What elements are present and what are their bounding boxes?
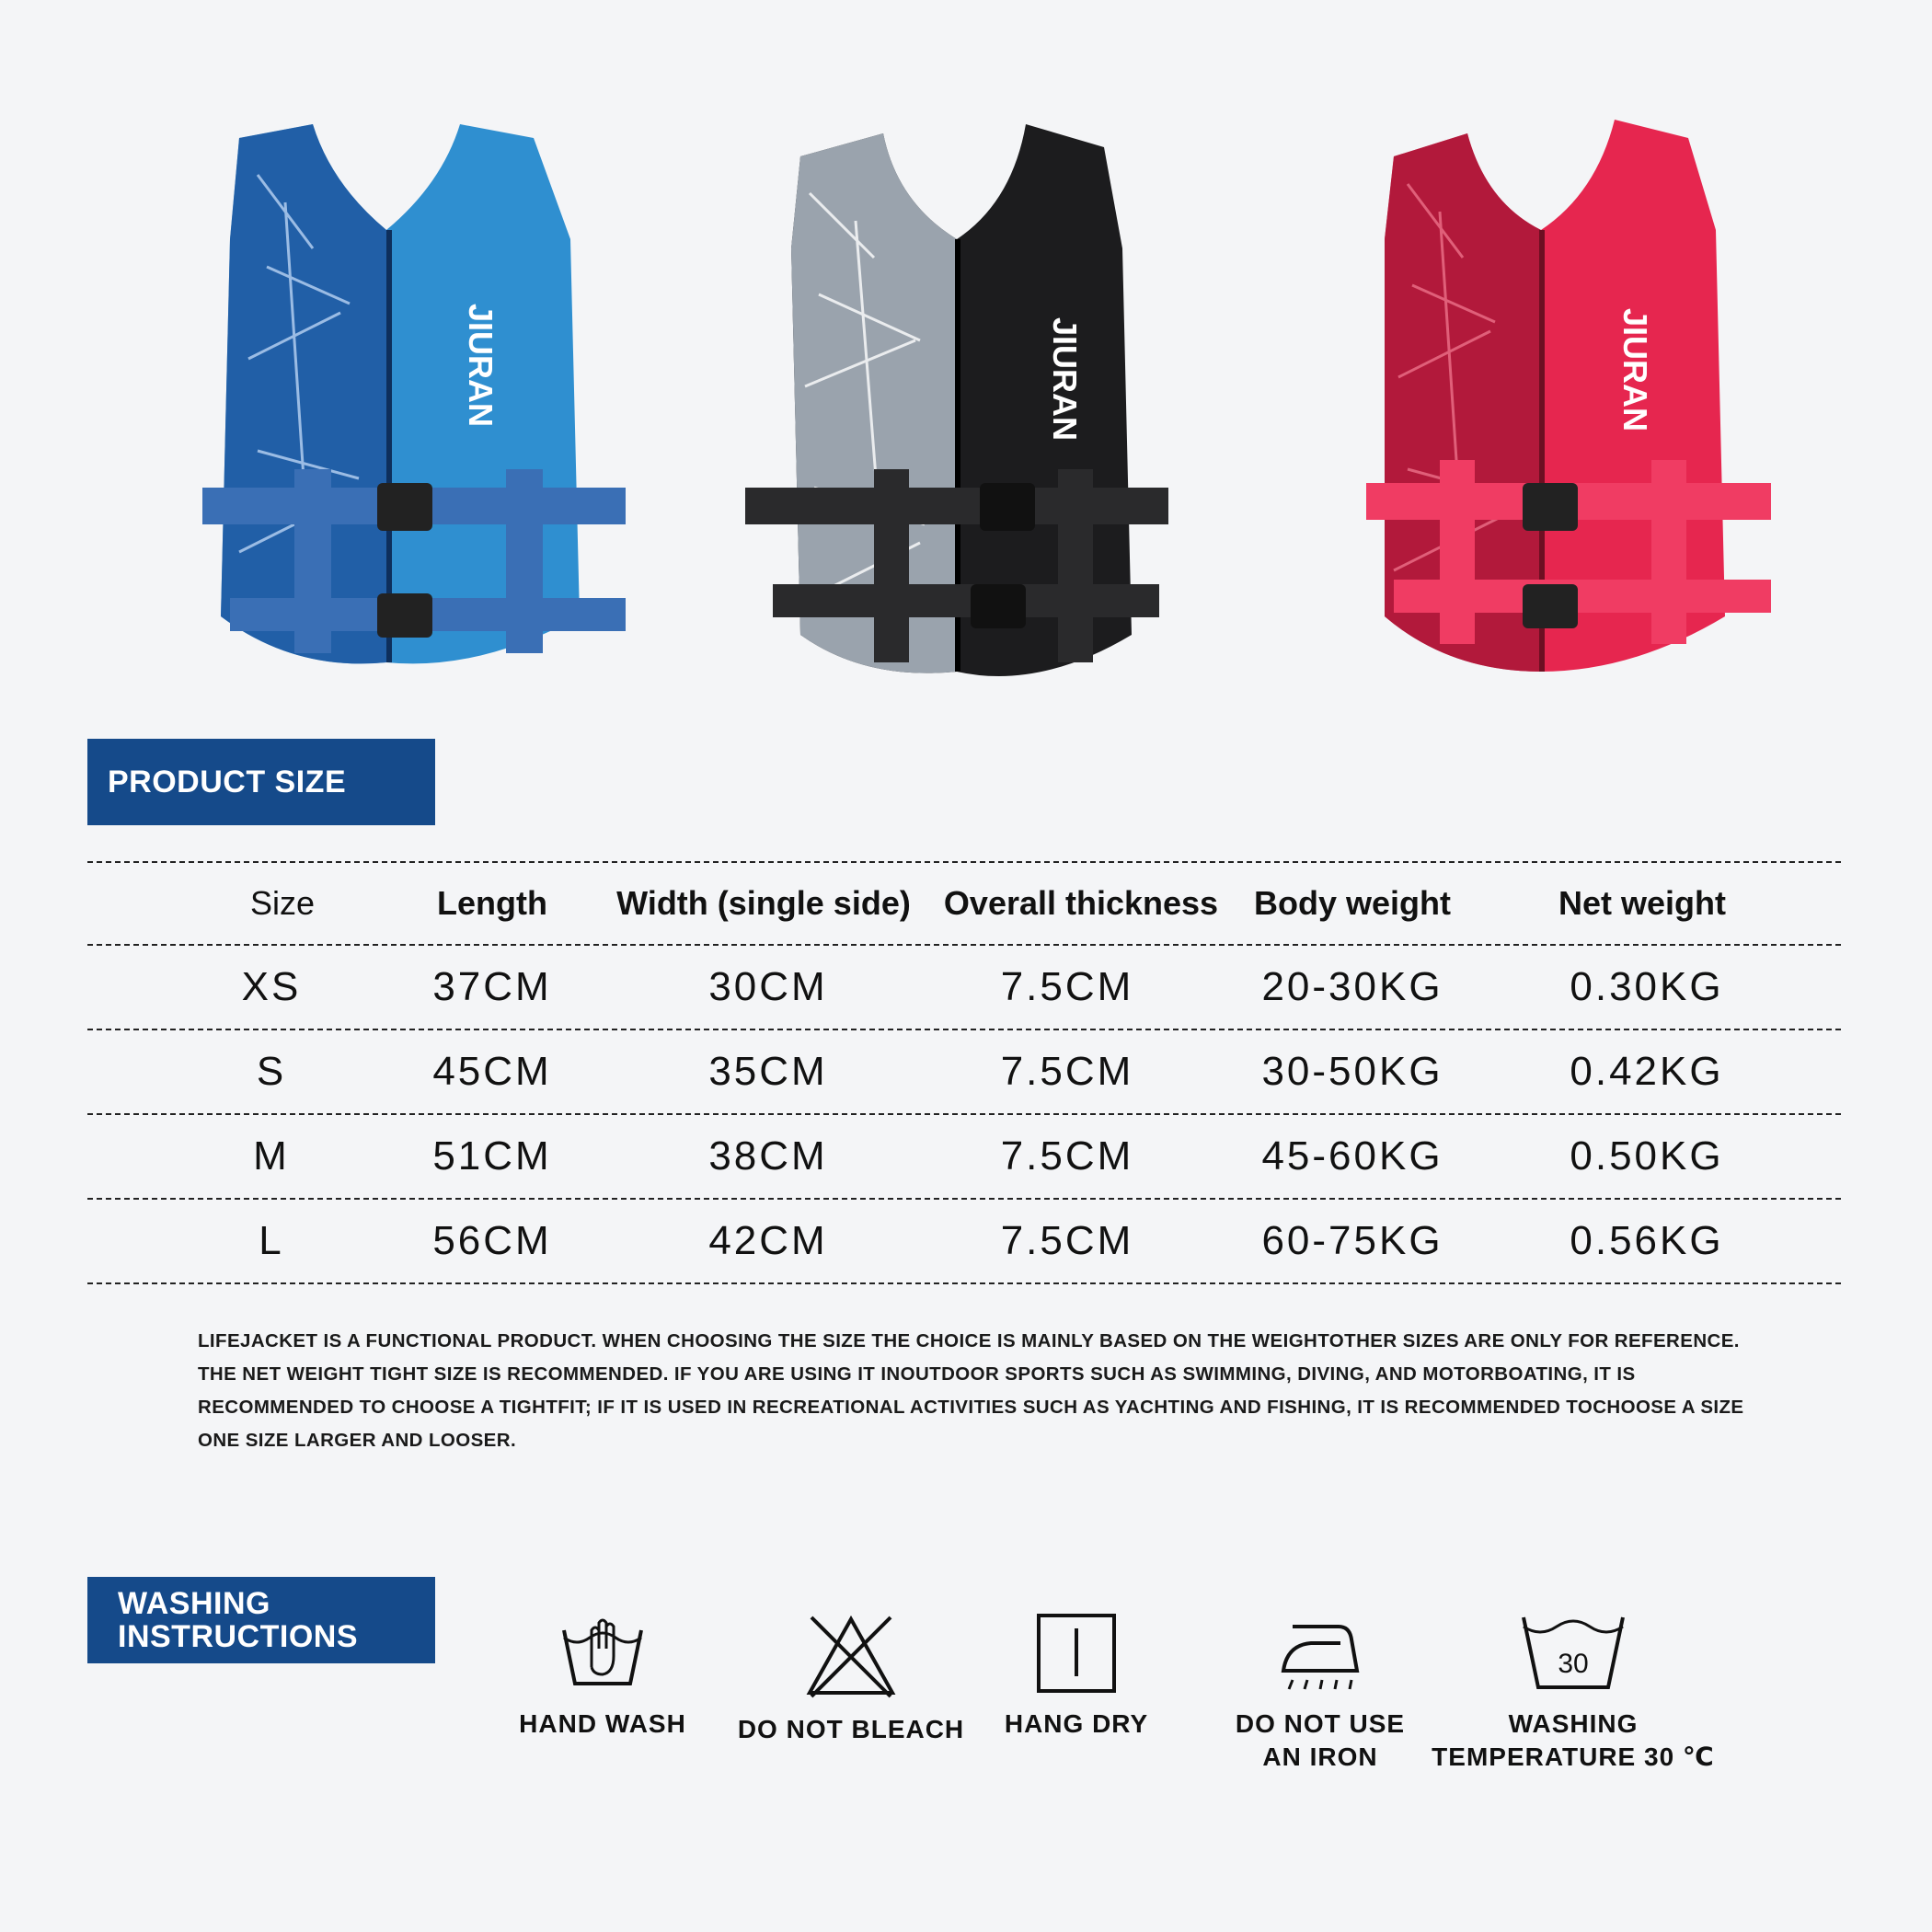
- life-vest-black-illustration: [745, 120, 1168, 690]
- table-header-row: [87, 863, 1841, 944]
- do-not-iron-label: DO NOT USE AN IRON: [1235, 1709, 1406, 1771]
- washing-temperature-icon: [1518, 1612, 1628, 1695]
- cell-net-weight: 0.56KG: [1570, 1218, 1724, 1263]
- life-vest-red-image: [1357, 120, 1780, 690]
- wash-item-hang-dry: [998, 1612, 1155, 1741]
- cell-net-weight: 0.50KG: [1570, 1133, 1724, 1179]
- cell-width: 38CM: [708, 1133, 828, 1179]
- table-row: [87, 1200, 1841, 1282]
- vest-brand-text: JIURAN: [1046, 317, 1084, 442]
- size-note-text: LIFEJACKET IS A FUNCTIONAL PRODUCT. WHEN CHOOSING THE SIZE THE CHOICE IS MAINLY BASED ON THE WEIGHTOTHER SIZES ARE ONLY FOR REFERENCE. THE NET WEIGHT TIGHT SIZE IS RECOMMENDED. IF YOU ARE USING IT INOUTDOOR SPORTS SUCH AS SWIMMING, DIVING, AND MOTORBOATING, IT IS RECOMMENDED TO CHOOSE A TIGHTFIT; IF IT IS USED IN RECREATIONAL ACTIVITIES SUCH AS YACHTING AND FISHING, IT IS RECOMMENDED TOCHOOSE A SIZE ONE SIZE LARGER AND LOOSER.: [198, 1330, 1744, 1451]
- table-row: [87, 1115, 1841, 1198]
- vest-brand-text: JIURAN: [1616, 308, 1654, 432]
- wash-item-washing-temperature: [1421, 1612, 1725, 1774]
- header-size: Size: [249, 884, 316, 922]
- header-thickness: Overall thickness: [943, 884, 1219, 922]
- life-vest-blue-illustration: [202, 120, 626, 690]
- cell-width: 30CM: [708, 964, 828, 1009]
- cell-width: 42CM: [708, 1218, 828, 1263]
- cell-width: 35CM: [708, 1049, 828, 1094]
- product-size-label: PRODUCT SIZE: [87, 739, 435, 825]
- header-length: Length: [437, 884, 547, 922]
- wash-item-do-not-iron: [1224, 1612, 1417, 1774]
- vest-brand-text: JIURAN: [462, 304, 500, 428]
- cell-size: M: [253, 1133, 290, 1179]
- do-not-iron-icon: [1274, 1612, 1366, 1695]
- cell-size: XS: [241, 964, 302, 1009]
- cell-net-weight: 0.30KG: [1570, 964, 1724, 1009]
- cell-thickness: 7.5CM: [1000, 964, 1134, 1009]
- table-row: [87, 1030, 1841, 1113]
- washing-label-line-2: INSTRUCTIONS: [118, 1619, 358, 1654]
- cell-thickness: 7.5CM: [1000, 1218, 1134, 1263]
- life-vest-blue-image: [202, 120, 626, 690]
- cell-body-weight: 20-30KG: [1261, 964, 1443, 1009]
- cell-thickness: 7.5CM: [1000, 1049, 1134, 1094]
- wash-item-do-not-bleach: [731, 1612, 971, 1746]
- cell-length: 56CM: [432, 1218, 552, 1263]
- washing-label-line-1: WASHING: [118, 1586, 270, 1621]
- cell-net-weight: 0.42KG: [1570, 1049, 1724, 1094]
- washing-instructions-label: [87, 1577, 435, 1663]
- cell-size: S: [256, 1049, 287, 1094]
- cell-body-weight: 60-75KG: [1261, 1218, 1443, 1263]
- header-body-weight: Body weight: [1254, 884, 1451, 922]
- hang-dry-label: HANG DRY: [1004, 1709, 1149, 1738]
- wash-item-hand-wash: [511, 1612, 695, 1741]
- cell-size: L: [259, 1218, 284, 1263]
- do-not-bleach-icon: [800, 1612, 902, 1700]
- table-divider: [87, 1282, 1841, 1284]
- cell-length: 51CM: [432, 1133, 552, 1179]
- hand-wash-label: HAND WASH: [519, 1709, 686, 1738]
- table-row: [87, 946, 1841, 1029]
- cell-body-weight: 45-60KG: [1261, 1133, 1443, 1179]
- do-not-bleach-label: DO NOT BLEACH: [737, 1715, 965, 1743]
- cell-thickness: 7.5CM: [1000, 1133, 1134, 1179]
- cell-length: 45CM: [432, 1049, 552, 1094]
- washing-temperature-value: 30: [1558, 1649, 1589, 1679]
- hand-wash-icon: [557, 1612, 649, 1695]
- size-table: [87, 861, 1841, 1284]
- header-net-weight: Net weight: [1558, 884, 1727, 922]
- washing-temperature-label: WASHING TEMPERATURE 30 ℃: [1432, 1709, 1715, 1771]
- cell-length: 37CM: [432, 964, 552, 1009]
- cell-body-weight: 30-50KG: [1261, 1049, 1443, 1094]
- header-width: Width (single side): [616, 884, 911, 922]
- life-vest-red-illustration: [1357, 120, 1780, 690]
- life-vest-black-image: [745, 120, 1168, 690]
- hang-dry-icon: [1035, 1612, 1118, 1695]
